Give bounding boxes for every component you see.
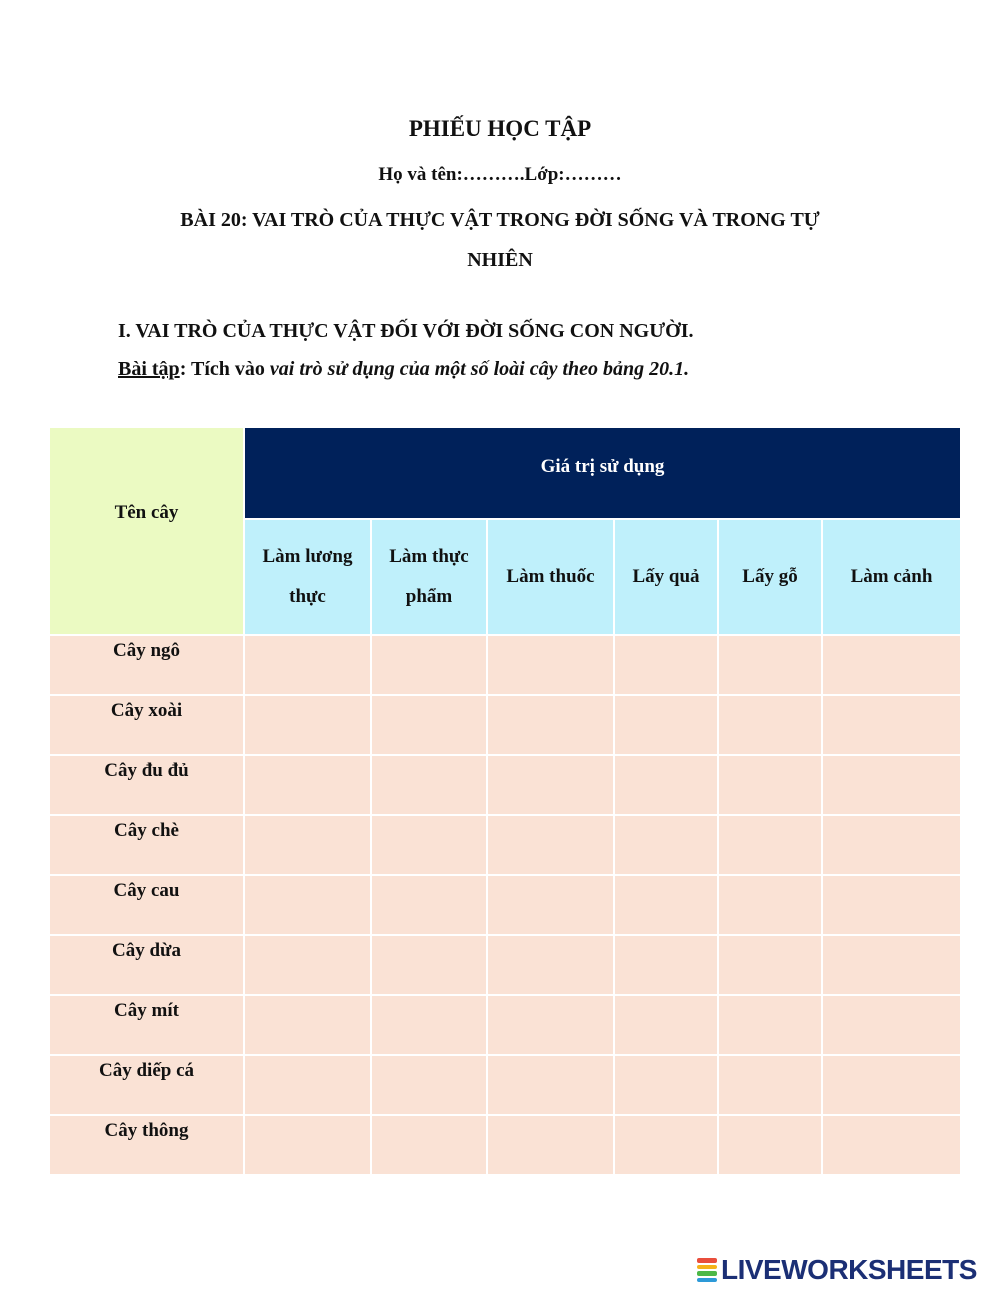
usage-column-header (371, 519, 487, 635)
lesson-title-line1: BÀI 20: VAI TRÒ CỦA THỰC VẬT TRONG ĐỜI SỐNG VÀ TRONG TỰ (180, 209, 820, 231)
answer-checkbox-cell[interactable] (822, 995, 961, 1055)
answer-checkbox-cell[interactable] (614, 1115, 718, 1175)
plant-name-cell: Cây xoài (49, 695, 244, 755)
table-row (49, 995, 961, 1055)
answer-checkbox-cell[interactable] (614, 635, 718, 695)
answer-checkbox-cell[interactable] (487, 755, 614, 815)
liveworksheets-logo-text: LIVEWORKSHEETS (721, 1254, 977, 1285)
worksheet-title: PHIẾU HỌC TẬP (408, 116, 592, 141)
usage-column-header-line1: Làm cảnh (850, 566, 933, 587)
table-row (49, 875, 961, 935)
table-row (49, 1055, 961, 1115)
answer-checkbox-cell[interactable] (614, 695, 718, 755)
usage-column-header-line2: phẩm (405, 586, 453, 607)
answer-checkbox-cell[interactable] (822, 815, 961, 875)
answer-checkbox-cell[interactable] (244, 1055, 371, 1115)
usage-column-header-line1: Lấy gỗ (742, 566, 798, 587)
answer-checkbox-cell[interactable] (244, 755, 371, 815)
answer-checkbox-cell[interactable] (822, 875, 961, 935)
answer-checkbox-cell[interactable] (822, 695, 961, 755)
table-row (49, 935, 961, 995)
lesson-title-line2: NHIÊN (467, 249, 533, 271)
answer-checkbox-cell[interactable] (244, 935, 371, 995)
answer-checkbox-cell[interactable] (718, 815, 822, 875)
table-row (49, 635, 961, 695)
answer-checkbox-cell[interactable] (718, 635, 822, 695)
answer-checkbox-cell[interactable] (244, 875, 371, 935)
liveworksheets-logo (697, 1255, 977, 1285)
lesson-title (110, 200, 890, 280)
usage-column-header-line1: Lấy quả (632, 566, 700, 587)
answer-checkbox-cell[interactable] (487, 1055, 614, 1115)
student-info-line: Họ và tên:……….Lớp:……… (378, 164, 622, 185)
plant-usage-table (48, 426, 962, 1176)
answer-checkbox-cell[interactable] (614, 755, 718, 815)
answer-checkbox-cell[interactable] (487, 815, 614, 875)
answer-checkbox-cell[interactable] (718, 935, 822, 995)
answer-checkbox-cell[interactable] (244, 815, 371, 875)
answer-checkbox-cell[interactable] (822, 1055, 961, 1115)
exercise-text-italic: vai trò sử dụng của một số loài cây theo bảng 20.1. (269, 358, 690, 380)
answer-checkbox-cell[interactable] (371, 1055, 487, 1115)
plant-name-cell: Cây thông (49, 1115, 244, 1175)
usage-column-header-line1: Làm thực (389, 546, 469, 567)
answer-checkbox-cell[interactable] (244, 1115, 371, 1175)
answer-checkbox-cell[interactable] (371, 695, 487, 755)
usage-column-header (822, 519, 961, 635)
usage-column-header (487, 519, 614, 635)
plant-name-cell: Cây mít (49, 995, 244, 1055)
answer-checkbox-cell[interactable] (371, 815, 487, 875)
liveworksheets-logo-icon (697, 1257, 717, 1283)
usage-column-header-line2: thực (289, 586, 326, 607)
answer-checkbox-cell[interactable] (614, 935, 718, 995)
answer-checkbox-cell[interactable] (487, 935, 614, 995)
exercise-colon: : (179, 358, 191, 380)
usage-column-header (614, 519, 718, 635)
plant-name-cell: Cây diếp cá (49, 1055, 244, 1115)
answer-checkbox-cell[interactable] (487, 875, 614, 935)
table-row (49, 695, 961, 755)
answer-checkbox-cell[interactable] (244, 635, 371, 695)
exercise-text: Tích vào (191, 358, 270, 380)
table-row (49, 815, 961, 875)
answer-checkbox-cell[interactable] (718, 1115, 822, 1175)
answer-checkbox-cell[interactable] (718, 1055, 822, 1115)
answer-checkbox-cell[interactable] (244, 995, 371, 1055)
usage-column-header (718, 519, 822, 635)
section-heading: I. VAI TRÒ CỦA THỰC VẬT ĐỐI VỚI ĐỜI SỐNG CON NGƯỜI. (118, 320, 694, 342)
answer-checkbox-cell[interactable] (487, 635, 614, 695)
answer-checkbox-cell[interactable] (822, 935, 961, 995)
answer-checkbox-cell[interactable] (371, 635, 487, 695)
answer-checkbox-cell[interactable] (244, 695, 371, 755)
table-row (49, 1115, 961, 1175)
answer-checkbox-cell[interactable] (822, 635, 961, 695)
usage-column-header-line1: Làm thuốc (506, 566, 595, 587)
answer-checkbox-cell[interactable] (614, 815, 718, 875)
answer-checkbox-cell[interactable] (614, 995, 718, 1055)
answer-checkbox-cell[interactable] (718, 755, 822, 815)
answer-checkbox-cell[interactable] (371, 755, 487, 815)
answer-checkbox-cell[interactable] (718, 695, 822, 755)
usage-column-header-line1: Làm lương (262, 546, 353, 567)
answer-checkbox-cell[interactable] (371, 935, 487, 995)
plant-name-cell: Cây ngô (49, 635, 244, 695)
answer-checkbox-cell[interactable] (371, 875, 487, 935)
exercise-instruction (118, 358, 689, 381)
answer-checkbox-cell[interactable] (614, 1055, 718, 1115)
answer-checkbox-cell[interactable] (487, 995, 614, 1055)
usage-column-header (244, 519, 371, 635)
answer-checkbox-cell[interactable] (718, 995, 822, 1055)
plant-name-cell: Cây dừa (49, 935, 244, 995)
answer-checkbox-cell[interactable] (371, 995, 487, 1055)
plant-name-header: Tên cây (49, 427, 244, 635)
table-row (49, 755, 961, 815)
plant-name-cell: Cây cau (49, 875, 244, 935)
plant-name-cell: Cây đu đủ (49, 755, 244, 815)
exercise-label: Bài tập (118, 358, 180, 380)
answer-checkbox-cell[interactable] (718, 875, 822, 935)
plant-name-cell: Cây chè (49, 815, 244, 875)
answer-checkbox-cell[interactable] (487, 1115, 614, 1175)
answer-checkbox-cell[interactable] (614, 875, 718, 935)
answer-checkbox-cell[interactable] (371, 1115, 487, 1175)
answer-checkbox-cell[interactable] (822, 1115, 961, 1175)
answer-checkbox-cell[interactable] (822, 755, 961, 815)
answer-checkbox-cell[interactable] (487, 695, 614, 755)
usage-value-header: Giá trị sử dụng (244, 427, 961, 519)
